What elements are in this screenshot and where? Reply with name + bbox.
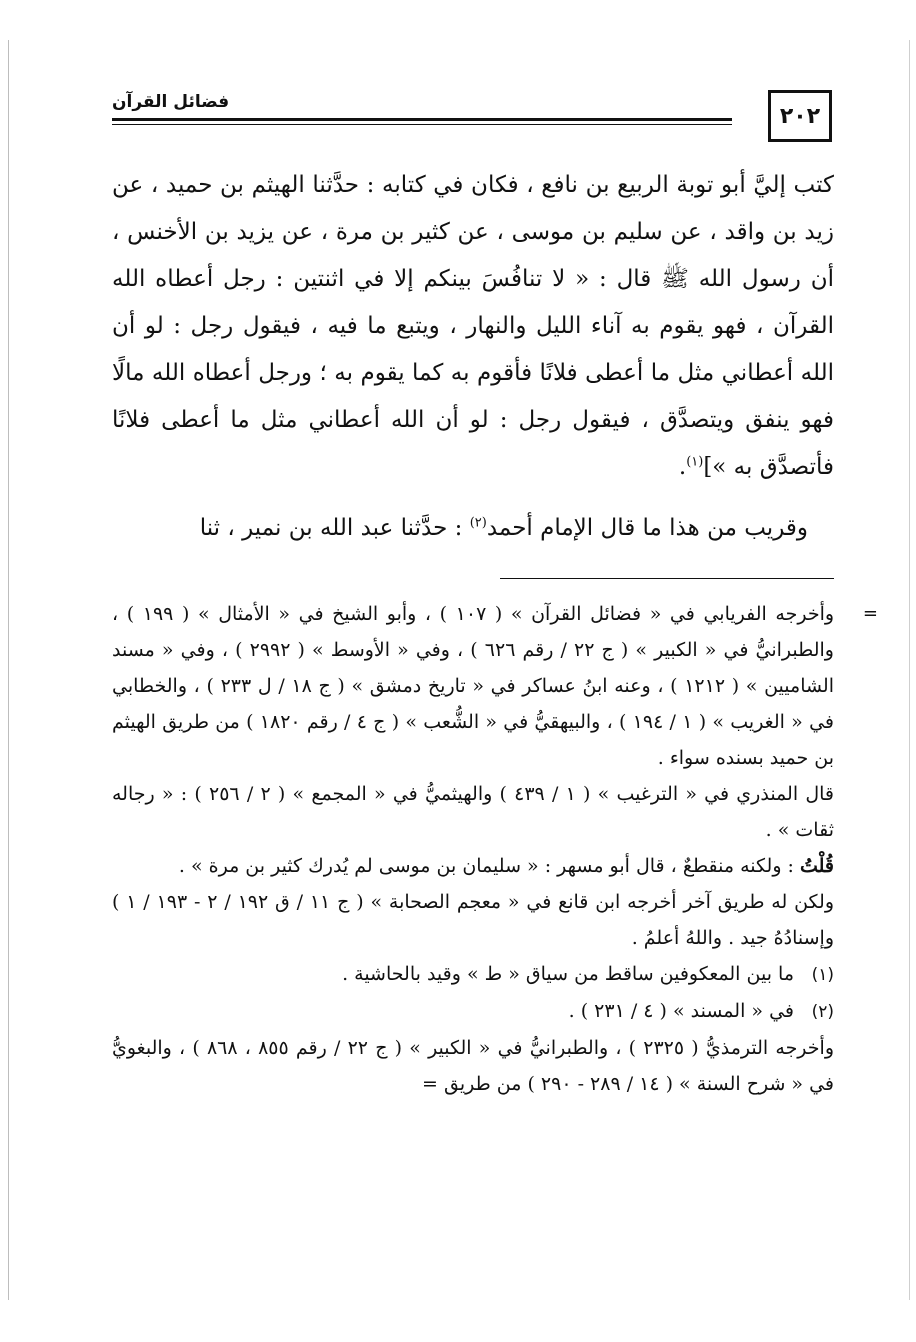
scan-edge-left: [8, 40, 9, 1300]
footnotes: [112, 596, 878, 1102]
footnote-block: [112, 1030, 834, 1102]
footnote-text: وأخرجه الفريابي في « فضائل القرآن » ( ١٠٧ ) ، وأبو الشيخ في « الأمثال » ( ١٩٩ ) ، والطبرانيُّ في « الكبير » ( ج ٢٢ / رقم ٦٢٦ ) ، وفي « الأوسط » ( ٢٩٩٢ ) ، وفي « مسند الشاميين » ( ١٢١٢ ) ، وعنه ابنُ عساكر في « تاريخ دمشق » ( ج ١٨ / ل ٢٣٣ ) ، والخطابي في « الغريب » ( ١ / ١٩٤ ) ، والبيهقيُّ في « الشُّعب » ( ج ٤ / رقم ١٨٢٠ ) من طريق الهيثم بن حميد بسنده سواء .: [112, 603, 835, 769]
continuation-mark: =: [862, 603, 878, 624]
footnote-block: [112, 848, 834, 884]
footnote-text: وأخرجه الترمذيُّ ( ٢٣٢٥ ) ، والطبرانيُّ في « الكبير » ( ج ٢٢ / رقم ٨٥٥ ، ٨٦٨ ) ، والبغويُّ في « شرح السنة » ( ١٤ / ٢٨٩ - ٢٩٠ ) من طريق =: [112, 1037, 834, 1095]
paragraph-text: وقريب من هذا ما قال الإمام أحمد: [486, 515, 808, 541]
footnote-block: [112, 776, 834, 848]
paragraph-text-rest: : حدَّثنا عبد الله بن نمير ، ثنا: [199, 515, 470, 541]
footnote-text: ما بين المعكوفين ساقط من سياق « ط » وقيد بالحاشية .: [342, 963, 794, 985]
footnote-text: ولكن له طريق آخر أخرجه ابن قانع في « معجم الصحابة » ( ج ١١ / ق ١٩٢ / ٢ - ١٩٣ / ١ ) وإسنادُهُ جيد . واللهُ أعلمُ .: [112, 891, 835, 949]
running-title: فضائل القرآن: [112, 92, 230, 112]
scan-edge-right: [909, 40, 910, 1300]
main-paragraph-1: [112, 162, 834, 491]
qultu-label: قُلْتُ: [799, 855, 834, 877]
footnote-number: (١): [811, 965, 834, 985]
footnote-continuation: [112, 596, 878, 776]
footnote-text: : ولكنه منقطعٌ ، قال أبو مسهر : « سليمان بن موسى لم يُدرك كثير بن مرة » .: [178, 855, 800, 877]
footnote-1: [112, 956, 834, 993]
footnote-separator: [500, 578, 834, 579]
header-rule-thin: [112, 124, 732, 125]
footnote-2: [112, 993, 834, 1030]
footnote-text: قال المنذري في « الترغيب » ( ١ / ٤٣٩ ) والهيثميُّ في « المجمع » ( ٢ / ٢٥٦ ) : « رجاله ثقات » .: [112, 783, 835, 841]
main-paragraph-2: [112, 505, 834, 552]
page-number: ٢٠٢: [768, 90, 832, 142]
footnote-ref-1: (١): [686, 454, 704, 470]
paragraph-end: .: [678, 454, 687, 480]
page-header: [112, 90, 832, 150]
footnote-ref-2: (٢): [469, 515, 487, 531]
main-text: [112, 162, 834, 552]
footnote-block: [112, 884, 834, 956]
header-rule: [112, 118, 732, 121]
paragraph-text: كتب إليَّ أبو توبة الربيع بن نافع ، فكان في كتابه : حدَّثنا الهيثم بن حميد ، عن زيد بن واقد ، عن سليم بن موسى ، عن كثير بن مرة ، عن يزيد بن الأخنس ، أن رسول الله ﷺ قال : « لا تنافُسَ بينكم إلا في اثنتين : رجل أعطاه الله القرآن ، فهو يقوم به آناء الليل والنهار ، ويتبع ما فيه ، فيقول رجل : لو أن الله أعطاني مثل ما أعطى فلانًا فأقوم به كما يقوم به ؛ ورجل أعطاه الله مالًا فهو ينفق ويتصدَّق ، فيقول رجل : لو أن الله أعطاني مثل ما أعطى فلانًا فأتصدَّق به »]: [112, 172, 834, 480]
footnote-number: (٢): [811, 1002, 834, 1022]
footnote-text: في « المسند » ( ٤ / ٢٣١ ) .: [568, 1000, 794, 1022]
